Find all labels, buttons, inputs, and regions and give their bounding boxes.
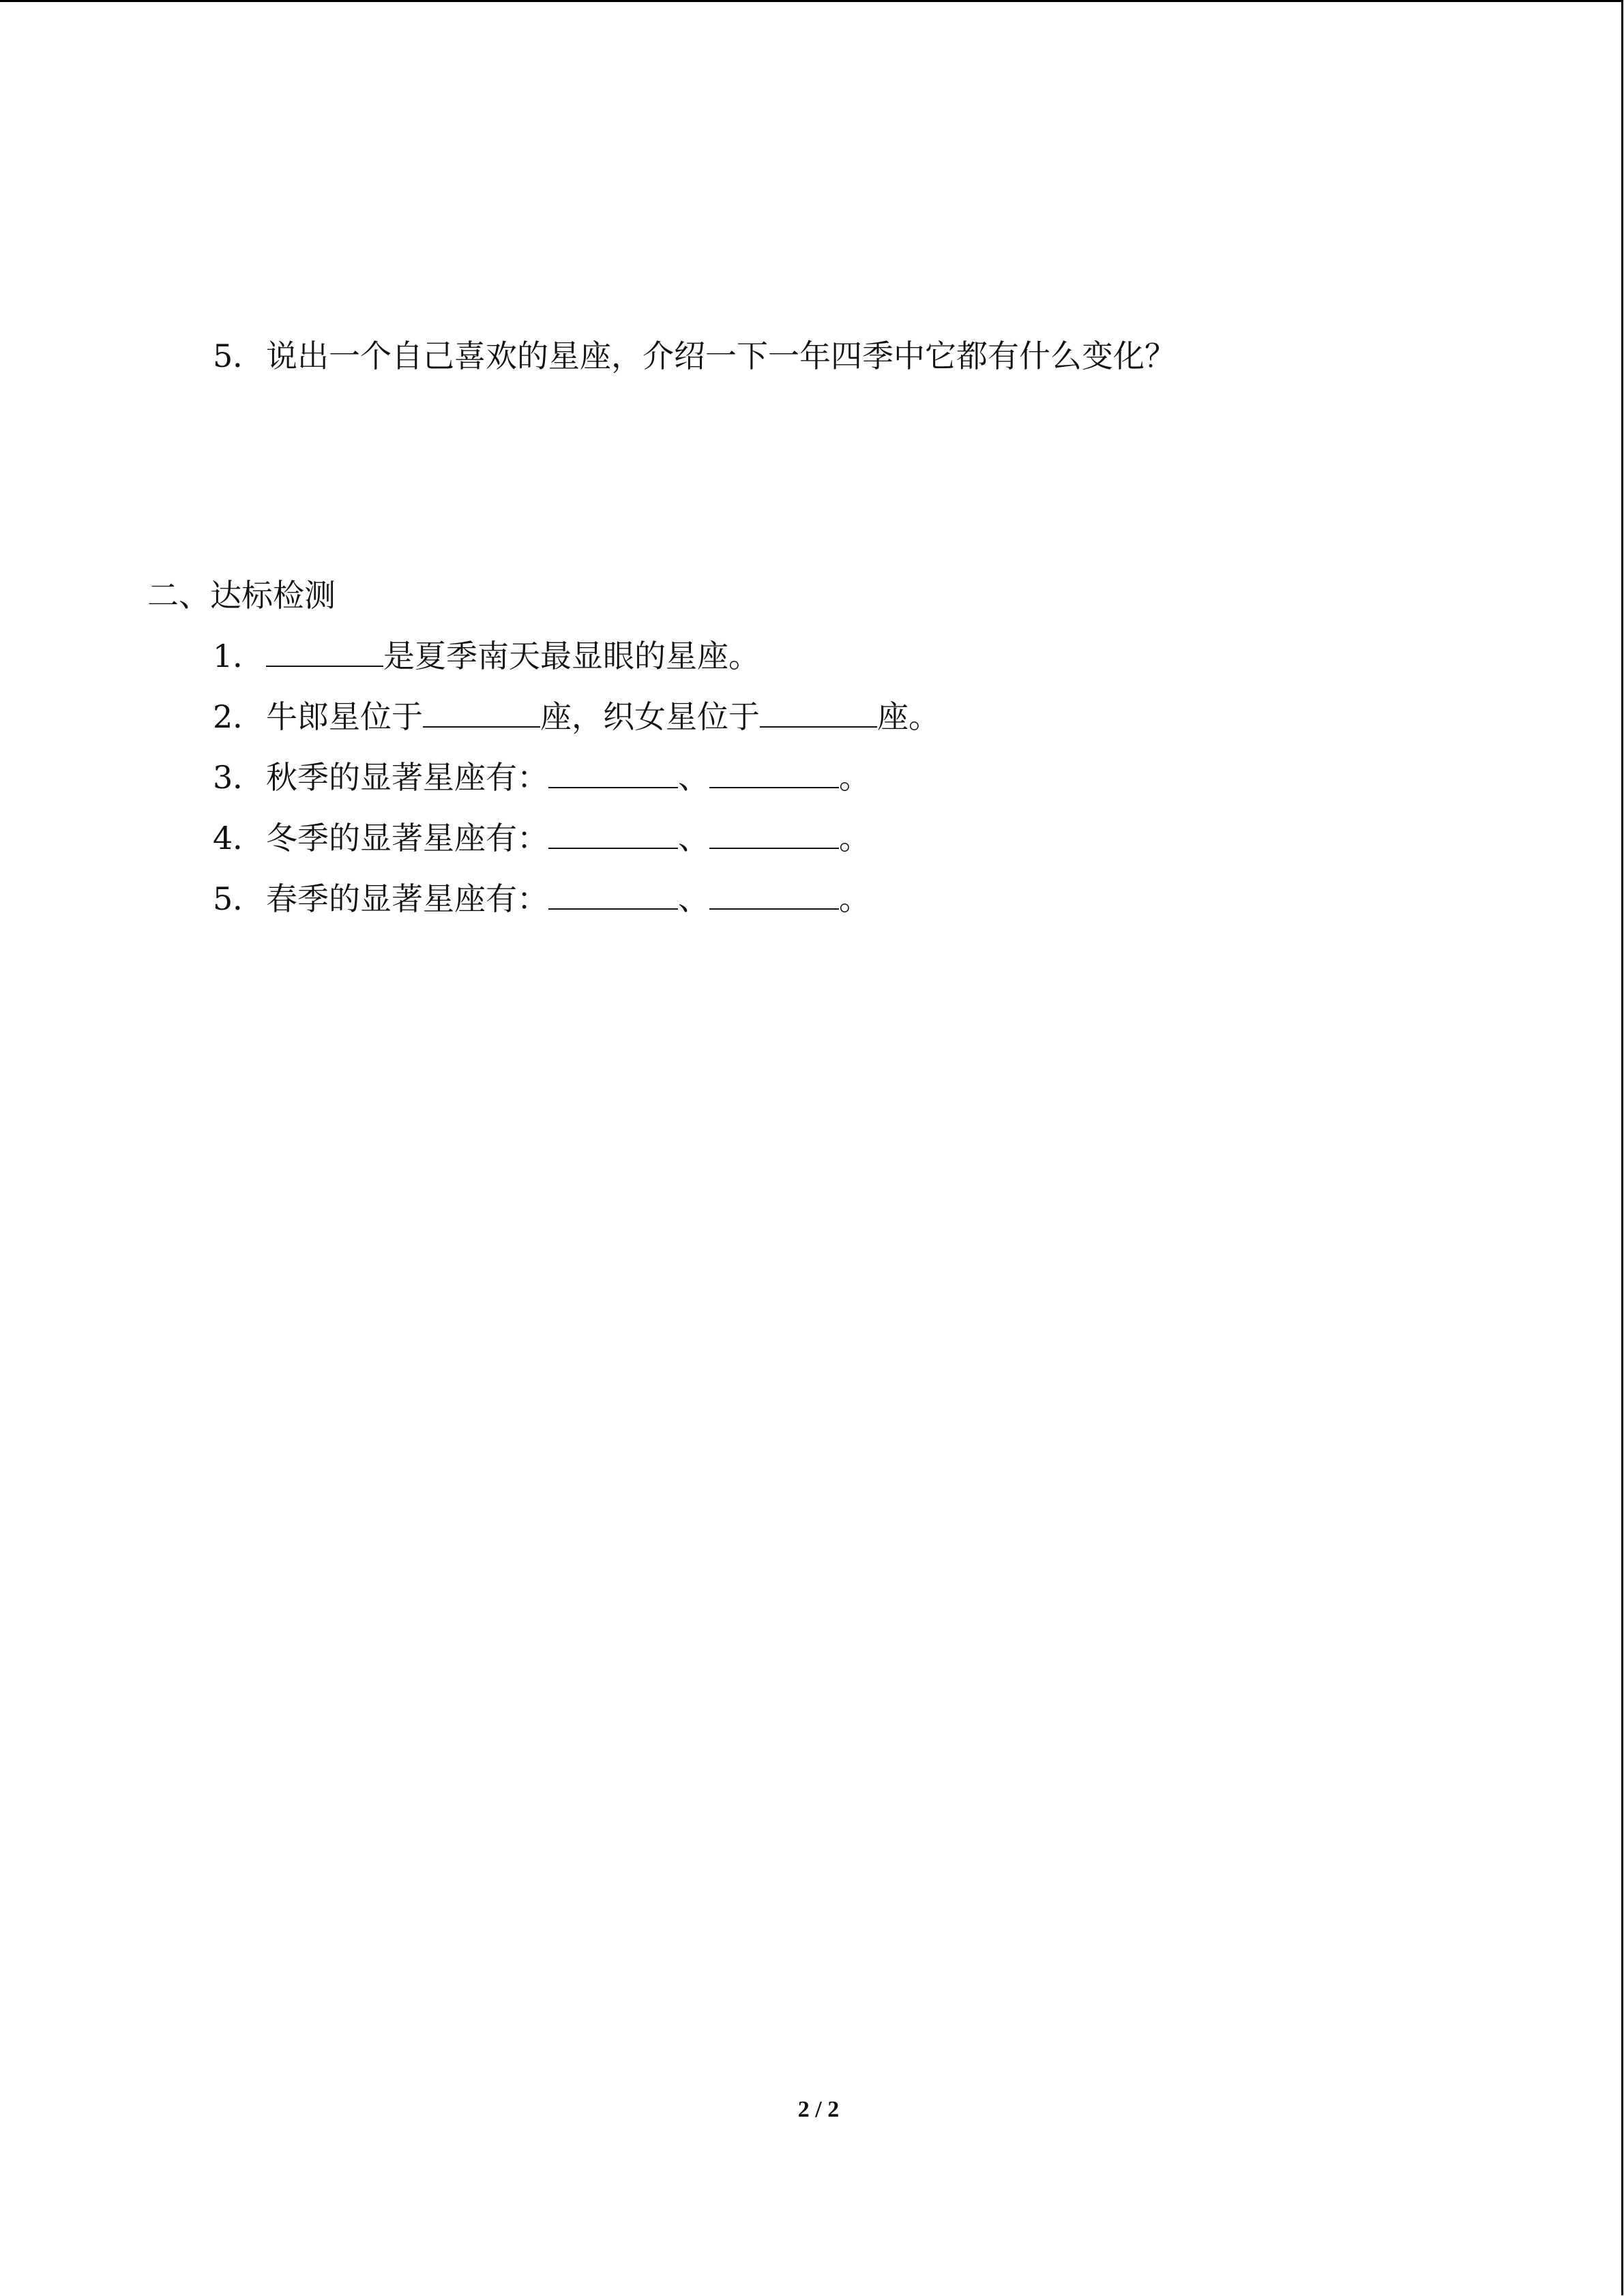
question-number: 5． (213, 338, 265, 374)
fill-item-5 (213, 878, 870, 919)
answer-blank[interactable] (548, 881, 678, 910)
fill-item-4 (213, 818, 870, 859)
item-number: 4． (213, 820, 265, 856)
item-text: 春季的显著星座有： (266, 880, 548, 917)
item-text: 是夏季南天最显眼的星座。 (383, 638, 760, 674)
separator: 、 (678, 759, 709, 796)
item-number: 5． (213, 880, 265, 917)
question-5-open (213, 336, 1176, 376)
answer-blank[interactable] (709, 881, 839, 910)
answer-blank[interactable] (709, 820, 839, 849)
item-text: 座，织女星位于 (540, 698, 760, 735)
item-text: 。 (839, 880, 870, 917)
separator: 、 (678, 820, 709, 856)
item-number: 2． (213, 698, 265, 735)
page-number: 2 / 2 (797, 2097, 840, 2122)
item-number: 1． (213, 638, 265, 674)
answer-blank[interactable] (709, 760, 839, 788)
fill-item-1 (213, 636, 760, 676)
fill-item-2 (213, 696, 940, 737)
item-text: 冬季的显著星座有： (266, 820, 548, 856)
separator: 、 (678, 880, 709, 917)
fill-item-3 (213, 757, 870, 798)
item-number: 3． (213, 759, 265, 796)
answer-blank[interactable] (760, 699, 877, 728)
section-title: 二、达标检测 (147, 577, 336, 614)
answer-blank[interactable] (266, 638, 383, 667)
item-text: 座。 (877, 698, 940, 735)
answer-blank[interactable] (423, 699, 540, 728)
item-text: 。 (839, 759, 870, 796)
question-text: 说出一个自己喜欢的星座，介绍一下一年四季中它都有什么变化？ (266, 338, 1176, 374)
item-text: 秋季的显著星座有： (266, 759, 548, 796)
item-text: 牛郎星位于 (266, 698, 423, 735)
item-text: 。 (839, 820, 870, 856)
answer-blank[interactable] (548, 760, 678, 788)
answer-blank[interactable] (548, 820, 678, 849)
